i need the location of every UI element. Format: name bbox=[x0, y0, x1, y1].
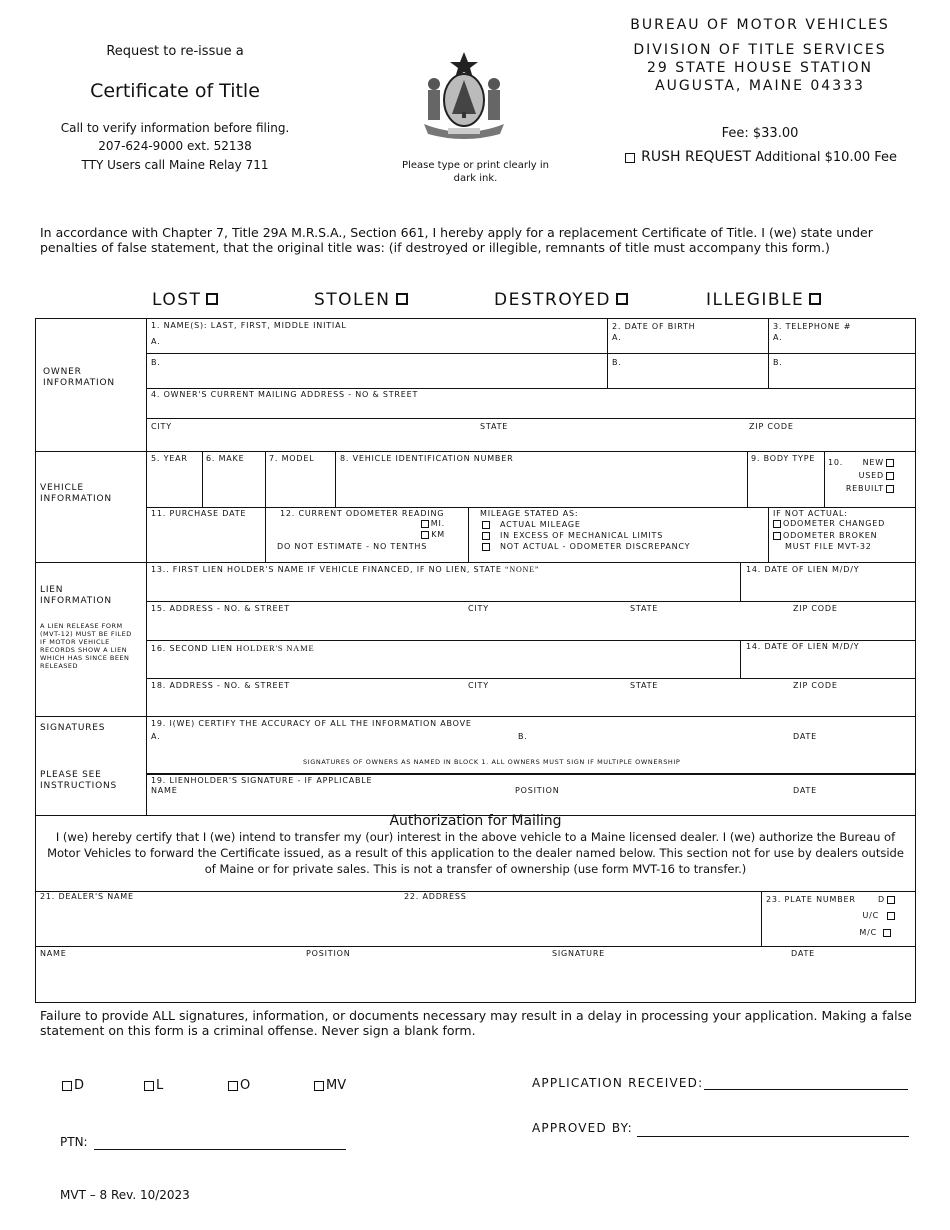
plate-uc-checkbox[interactable] bbox=[887, 912, 895, 920]
rush-checkbox[interactable] bbox=[625, 153, 635, 163]
office-d-checkbox[interactable] bbox=[62, 1081, 72, 1091]
signature-date-label: DATE bbox=[793, 732, 818, 741]
division-name: DIVISION OF TITLE SERVICES bbox=[633, 42, 887, 58]
dealer-date-label: DATE bbox=[791, 949, 816, 958]
address18-label: 18. ADDRESS - NO. & STREET bbox=[151, 681, 290, 690]
plate-mc-checkbox[interactable] bbox=[883, 929, 891, 937]
condition-used[interactable] bbox=[830, 471, 896, 481]
odometer-km[interactable] bbox=[400, 530, 445, 540]
rebuilt-label: REBUILT bbox=[845, 484, 884, 493]
intro-statement: In accordance with Chapter 7, Title 29A M.R.S.A., Section 661, I hereby apply for a replacement Certificate of Title. I (we) state under penalties of false statement, that the original title was: (if destroyed or illegible, remnants of title must accompany this form.) bbox=[40, 225, 873, 255]
km-checkbox[interactable] bbox=[421, 531, 429, 539]
broken-label: ODOMETER BROKEN bbox=[783, 531, 878, 540]
none-text: “NONE” bbox=[505, 565, 540, 574]
purchase-date-label: 11. PURCHASE DATE bbox=[151, 509, 247, 518]
dob-b: B. bbox=[612, 358, 622, 367]
odometer-mi[interactable] bbox=[400, 519, 445, 529]
please-see-instructions: PLEASE SEE INSTRUCTIONS bbox=[40, 770, 118, 791]
plate-uc[interactable] bbox=[850, 911, 897, 921]
must-file-note: MUST FILE MVT-32 bbox=[785, 542, 872, 551]
condition-number: 10. bbox=[828, 458, 844, 467]
plate-mc[interactable] bbox=[850, 928, 893, 938]
stolen-checkbox[interactable] bbox=[396, 293, 408, 305]
rush-fee: Additional $10.00 Fee bbox=[755, 150, 898, 165]
changed-label: ODOMETER CHANGED bbox=[783, 519, 886, 528]
lienholder-date-label: DATE bbox=[793, 786, 818, 795]
office-check-mv[interactable] bbox=[312, 1078, 346, 1093]
status-stolen[interactable] bbox=[314, 290, 408, 310]
name-b: B. bbox=[151, 358, 161, 367]
owner-address-label: 4. OWNER'S CURRENT MAILING ADDRESS - NO & STREET bbox=[151, 390, 419, 399]
ptn-label: PTN: bbox=[60, 1135, 88, 1149]
plate-d-label: D bbox=[878, 895, 885, 904]
telephone-b: B. bbox=[773, 358, 783, 367]
lien-section-label: LIEN INFORMATION bbox=[40, 585, 112, 606]
lienholder-name-label: NAME bbox=[151, 786, 178, 795]
used-checkbox[interactable] bbox=[886, 472, 894, 480]
verify-line: Call to verify information before filing. bbox=[60, 121, 290, 135]
dealer-name-label: 21. DEALER'S NAME bbox=[40, 892, 134, 901]
office-mv-label: MV bbox=[326, 1078, 347, 1093]
first-lien-date-label: 14. DATE OF LIEN M/D/Y bbox=[746, 565, 860, 574]
rebuilt-checkbox[interactable] bbox=[886, 485, 894, 493]
office-o-label: O bbox=[240, 1078, 251, 1093]
approved-by-line[interactable] bbox=[637, 1136, 909, 1137]
illegible-label: ILLEGIBLE bbox=[706, 290, 805, 310]
year-label: 5. YEAR bbox=[151, 454, 188, 463]
lien2-zip-label: ZIP CODE bbox=[793, 681, 838, 690]
address15-label: 15. ADDRESS - NO. & STREET bbox=[151, 604, 290, 613]
owner-section-label: OWNER INFORMATION bbox=[43, 367, 115, 388]
lien-release-note: A LIEN RELEASE FORM (MVT-12) MUST BE FILED IF MOTOR VEHICLE RECORDS SHOW A LIEN WHICH HAS SINCE BEEN RELEASED bbox=[40, 622, 132, 670]
second-lien-label bbox=[151, 643, 314, 654]
lien1-city-label: CITY bbox=[468, 604, 489, 613]
city-address: AUGUSTA, MAINE 04333 bbox=[655, 78, 865, 94]
first-lien-text: 13.. FIRST LIEN HOLDER'S NAME IF VEHICLE FINANCED, IF NO LIEN, STATE bbox=[151, 565, 502, 574]
stolen-label: STOLEN bbox=[314, 290, 391, 310]
owner-state-label: STATE bbox=[480, 422, 509, 431]
office-check-o[interactable] bbox=[226, 1078, 250, 1093]
signatures-section-label: SIGNATURES bbox=[40, 723, 106, 733]
status-lost[interactable] bbox=[152, 290, 218, 310]
odometer-changed[interactable] bbox=[773, 519, 885, 529]
mailing-text: I (we) hereby certify that I (we) intend to transfer my (our) interest in the above vehicle to a Maine licensed dealer. I (we) authorize the Bureau of Motor Vehicles to forward the Certificate issued, as a result of this application to the dealer named below. This section not for use by dealers outside of Maine or for private sales. This is not a transfer of ownership (use form MVT-16 to transfer.) bbox=[47, 830, 904, 876]
second-lien-text: 16. SECOND LIEN bbox=[151, 644, 233, 653]
destroyed-checkbox[interactable] bbox=[616, 293, 628, 305]
vehicle-section-label: VEHICLE INFORMATION bbox=[40, 483, 112, 504]
rush-label: RUSH REQUEST bbox=[641, 149, 752, 165]
lost-checkbox[interactable] bbox=[206, 293, 218, 305]
dealer-address-label: 22. ADDRESS bbox=[404, 892, 467, 901]
failure-warning: Failure to provide ALL signatures, information, or documents necessary may result in a delay in processing your application. Making a false statement on this form is a criminal offense. Never sign a blank form. bbox=[40, 1008, 912, 1038]
mileage-not-actual[interactable] bbox=[480, 542, 690, 552]
mi-checkbox[interactable] bbox=[421, 520, 429, 528]
second-lien-text-rest: HOLDER'S NAME bbox=[236, 643, 315, 653]
body-type-label: 9. BODY TYPE bbox=[751, 454, 816, 463]
excess-label: IN EXCESS OF MECHANICAL LIMITS bbox=[500, 531, 664, 540]
request-line: Request to re-issue a bbox=[106, 44, 244, 59]
bureau-name: BUREAU OF MOTOR VEHICLES bbox=[630, 17, 890, 33]
office-l-checkbox[interactable] bbox=[144, 1081, 154, 1091]
excess-checkbox[interactable] bbox=[482, 532, 490, 540]
ptn-line[interactable] bbox=[94, 1149, 346, 1150]
vin-label: 8. VEHICLE IDENTIFICATION NUMBER bbox=[340, 454, 514, 463]
changed-checkbox[interactable] bbox=[773, 520, 781, 528]
office-check-l[interactable] bbox=[142, 1078, 163, 1093]
plate-d[interactable] bbox=[850, 895, 897, 905]
lienholder-position-label: POSITION bbox=[515, 786, 560, 795]
plate-uc-label: U/C bbox=[862, 911, 879, 920]
plate-mc-label: M/C bbox=[859, 928, 877, 937]
mi-label: MI. bbox=[430, 519, 445, 528]
tty-line: TTY Users call Maine Relay 711 bbox=[81, 158, 269, 172]
km-label: KM bbox=[431, 530, 445, 539]
seal-caption: Please type or print clearly in dark ink. bbox=[402, 160, 549, 184]
certify-label: 19. I(WE) CERTIFY THE ACCURACY OF ALL THE INFORMATION ABOVE bbox=[151, 719, 472, 728]
owners-sign-note: SIGNATURES OF OWNERS AS NAMED IN BLOCK 1. ALL OWNERS MUST SIGN IF MULTIPLE OWNERSHIP bbox=[303, 758, 681, 766]
dealer-position-label: POSITION bbox=[306, 949, 351, 958]
owner-city-label: CITY bbox=[151, 422, 172, 431]
lien2-state-label: STATE bbox=[630, 681, 659, 690]
destroyed-label: DESTROYED bbox=[494, 290, 611, 310]
status-destroyed[interactable] bbox=[494, 290, 628, 310]
new-label: NEW bbox=[862, 458, 884, 467]
application-received-label: APPLICATION RECEIVED: bbox=[532, 1076, 704, 1090]
telephone-label: 3. TELEPHONE # bbox=[773, 322, 852, 331]
mileage-stated-label: MILEAGE STATED AS: bbox=[480, 509, 579, 518]
dob-label: 2. DATE OF BIRTH bbox=[612, 322, 696, 331]
signature-b: B. bbox=[518, 732, 528, 741]
condition-rebuilt[interactable] bbox=[830, 484, 896, 494]
not-actual-label: NOT ACTUAL - ODOMETER DISCREPANCY bbox=[500, 542, 691, 551]
rush-request bbox=[600, 149, 920, 165]
actual-checkbox[interactable] bbox=[482, 521, 490, 529]
station-address: 29 STATE HOUSE STATION bbox=[647, 60, 873, 76]
model-label: 7. MODEL bbox=[269, 454, 315, 463]
name-label: 1. NAME(S): LAST, FIRST, MIDDLE INITIAL bbox=[151, 321, 347, 330]
plate-d-checkbox[interactable] bbox=[887, 896, 895, 904]
second-lien-date-label: 14. DATE OF LIEN M/D/Y bbox=[746, 642, 860, 651]
odometer-broken[interactable] bbox=[773, 531, 877, 541]
status-illegible[interactable] bbox=[706, 290, 821, 310]
mileage-actual[interactable] bbox=[480, 520, 581, 530]
lien1-state-label: STATE bbox=[630, 604, 659, 613]
mileage-excess[interactable] bbox=[480, 531, 663, 541]
fee-amount: Fee: $33.00 bbox=[721, 126, 799, 141]
lien2-city-label: CITY bbox=[468, 681, 489, 690]
mailing-title: Authorization for Mailing bbox=[389, 813, 562, 829]
office-o-checkbox[interactable] bbox=[228, 1081, 238, 1091]
office-mv-checkbox[interactable] bbox=[314, 1081, 324, 1091]
form-number: MVT – 8 Rev. 10/2023 bbox=[60, 1188, 190, 1202]
lost-label: LOST bbox=[152, 290, 202, 310]
dealer-sign-name-label: NAME bbox=[40, 949, 67, 958]
new-checkbox[interactable] bbox=[886, 459, 894, 467]
office-l-label: L bbox=[156, 1078, 164, 1093]
maine-state-seal bbox=[418, 48, 510, 140]
office-check-d[interactable] bbox=[60, 1078, 84, 1093]
form-title: Certificate of Title bbox=[90, 80, 260, 102]
lien1-zip-label: ZIP CODE bbox=[793, 604, 838, 613]
telephone-a: A. bbox=[773, 333, 783, 342]
application-received-line[interactable] bbox=[704, 1089, 908, 1090]
office-d-label: D bbox=[74, 1078, 85, 1093]
approved-by-label: APPROVED BY: bbox=[532, 1121, 633, 1135]
phone-number: 207-624-9000 ext. 52138 bbox=[98, 139, 252, 153]
signature-a: A. bbox=[151, 732, 161, 741]
used-label: USED bbox=[858, 471, 884, 480]
condition-new[interactable] bbox=[830, 458, 896, 468]
not-actual-checkbox[interactable] bbox=[482, 543, 490, 551]
first-lien-label bbox=[151, 565, 539, 575]
lienholder-signature-label: 19. LIENHOLDER'S SIGNATURE - IF APPLICABLE bbox=[151, 776, 373, 785]
broken-checkbox[interactable] bbox=[773, 532, 781, 540]
if-not-actual-label: IF NOT ACTUAL: bbox=[773, 509, 848, 518]
make-label: 6. MAKE bbox=[206, 454, 245, 463]
plate-number-label: 23. PLATE NUMBER bbox=[766, 895, 856, 904]
owner-zip-label: ZIP CODE bbox=[749, 422, 794, 431]
illegible-checkbox[interactable] bbox=[809, 293, 821, 305]
no-estimate-note: DO NOT ESTIMATE - NO TENTHS bbox=[277, 542, 428, 551]
name-a: A. bbox=[151, 337, 161, 346]
dob-a: A. bbox=[612, 333, 622, 342]
dealer-signature-label: SIGNATURE bbox=[552, 949, 606, 958]
actual-label: ACTUAL MILEAGE bbox=[500, 520, 581, 529]
odometer-label: 12. CURRENT ODOMETER READING bbox=[280, 509, 445, 518]
